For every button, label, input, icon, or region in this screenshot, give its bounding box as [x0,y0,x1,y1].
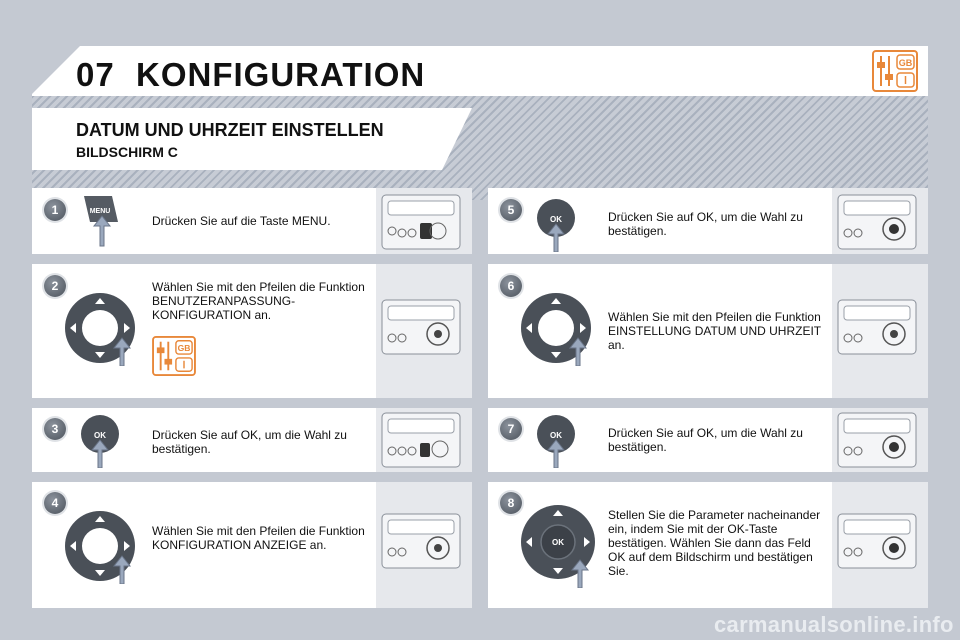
step-text: Stellen Sie die Parameter nacheinander ein, indem Sie mit der OK-Taste bestätigen. Wählen Sie dann das Feld OK auf dem Bildschirm und bestätigen Sie. [608,508,821,578]
step-text: Drücken Sie auf OK, um die Wahl zu bestätigen. [608,210,803,238]
arrow-pad-icon [64,504,136,584]
radio-panel-image [836,193,918,251]
arrow-pad-ok-icon [520,500,596,588]
step-number: 2 [44,275,66,297]
arrow-pad-icon [520,286,592,366]
step-number: 3 [44,418,66,440]
section-subtitle: BILDSCHIRM C [76,144,178,160]
page-title: KONFIGURATION [136,56,426,93]
ok-button-icon [536,412,580,468]
watermark: carmanualsonline.info [714,612,954,637]
radio-panel-image [836,411,918,469]
gb-settings-icon [872,50,918,92]
radio-panel-image [836,512,918,570]
svg-text:GB: GB [177,343,191,354]
menu-button-label: MENU [89,208,111,215]
step-text: Drücken Sie auf die Taste MENU. [152,214,331,228]
radio-panel-image [380,512,462,570]
ok-button-label: OK [550,431,562,440]
ok-button-label: OK [94,431,106,440]
radio-panel-image [836,298,918,356]
step-number: 6 [500,275,522,297]
menu-button-icon [80,192,130,248]
step-text: Wählen Sie mit den Pfeilen die Funktion KONFIGURATION ANZEIGE an. [152,524,365,552]
radio-panel-image [380,411,462,469]
step-number: 4 [44,492,66,514]
step-number: 7 [500,418,522,440]
radio-panel-image [380,298,462,356]
gb-settings-icon [152,336,196,376]
chapter-number: 07 [76,56,115,93]
step-number: 1 [44,199,66,221]
arrow-pad-icon [64,286,136,366]
ok-button-label: OK [552,538,564,547]
step-number: 8 [500,492,522,514]
ok-button-label: OK [550,215,562,224]
step-text: Wählen Sie mit den Pfeilen die Funktion BENUTZERANPASSUNG-KONFIGURATION an. [152,280,365,322]
step-number: 5 [500,199,522,221]
step-text: Drücken Sie auf OK, um die Wahl zu bestätigen. [152,428,347,456]
step-text: Drücken Sie auf OK, um die Wahl zu bestätigen. [608,426,803,454]
svg-text:GB: GB [898,58,913,68]
radio-panel-image [380,193,462,251]
ok-button-icon [80,412,124,468]
section-title: DATUM UND UHRZEIT EINSTELLEN [76,120,384,140]
ok-button-icon [536,196,580,252]
step-text: Wählen Sie mit den Pfeilen die Funktion EINSTELLUNG DATUM UND UHRZEIT an. [608,310,821,352]
